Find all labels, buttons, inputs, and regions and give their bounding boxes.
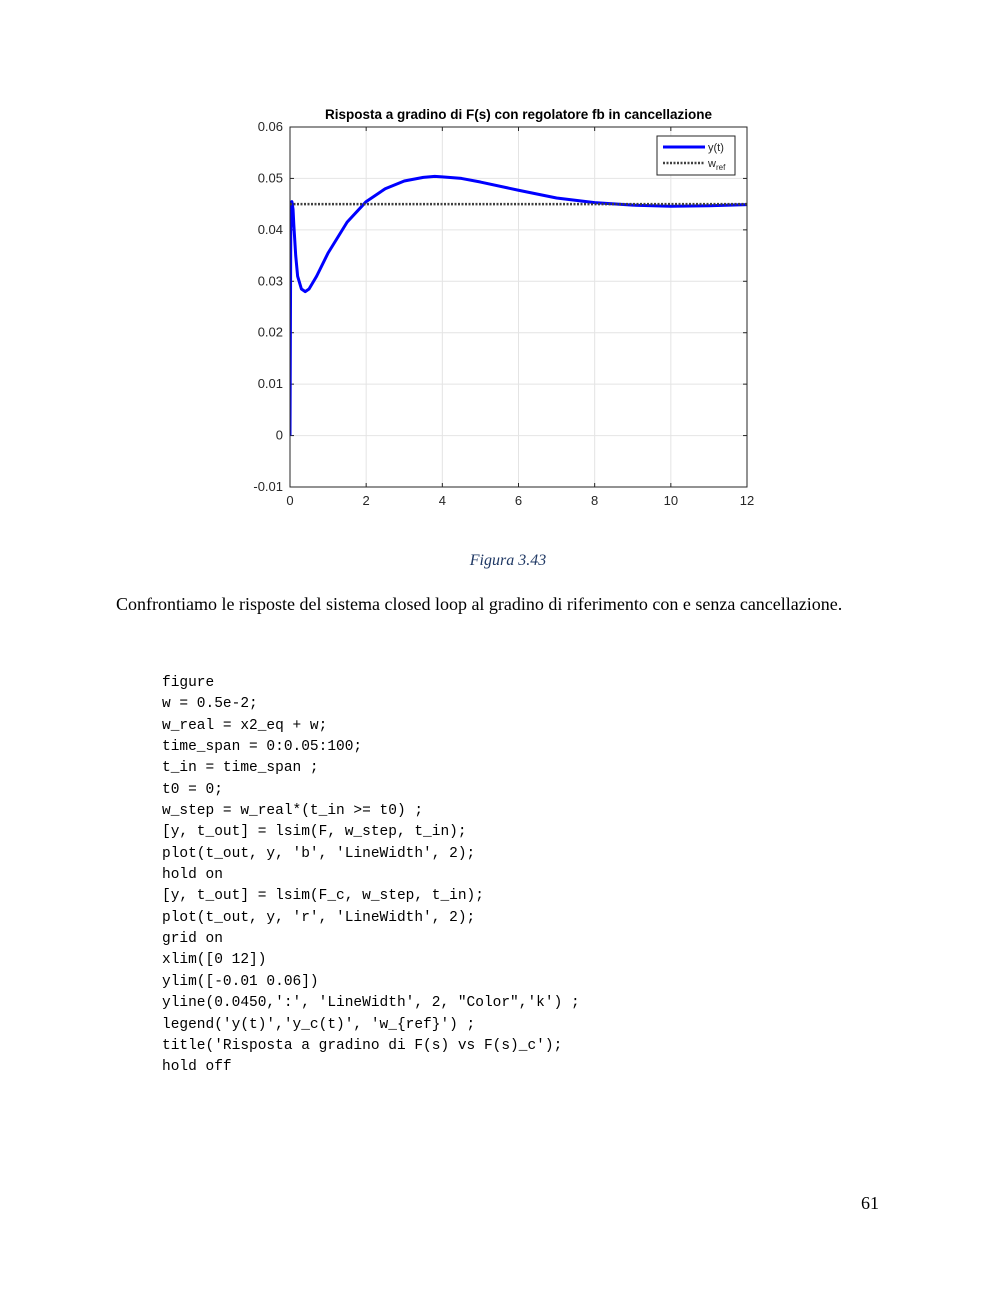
code-line: [y, t_out] = lsim(F, w_step, t_in); (162, 824, 467, 841)
x-tick-label: 8 (591, 493, 599, 508)
x-tick-label: 12 (739, 493, 755, 508)
code-line: t0 = 0; (162, 781, 223, 798)
code-line: yline(0.0450,':', 'LineWidth', 2, "Color",'k') ; (162, 995, 580, 1012)
x-tick-label: 0 (286, 493, 294, 508)
body-paragraph: Confrontiamo le risposte del sistema closed loop al gradino di riferimento con e senza cancellazione. (116, 594, 843, 614)
legend-label-wref-main: w (708, 158, 716, 170)
code-line: time_span = 0:0.05:100; (162, 739, 363, 756)
code-line: figure (162, 675, 215, 691)
code-line: ylim([-0.01 0.06]) (162, 973, 319, 990)
y-tick-label: 0.01 (257, 376, 283, 392)
code-line: title('Risposta a gradino di F(s) vs F(s)_c'); (162, 1037, 563, 1054)
x-tick-label: 6 (514, 493, 523, 508)
y-tick-label: -0.01 (253, 479, 283, 494)
y-tick-label: 0.03 (257, 273, 283, 289)
matlab-code-block (162, 673, 580, 1079)
x-tick-label: 4 (438, 493, 446, 508)
code-line: t_in = time_span ; (162, 760, 319, 777)
step-response-figure (240, 100, 770, 520)
y-tick-label: 0.04 (257, 221, 283, 237)
page-number: 61 (861, 1193, 879, 1213)
code-line: w_real = x2_eq + w; (162, 717, 328, 734)
code-line: w_step = w_real*(t_in >= t0) ; (162, 803, 424, 820)
code-line: legend('y(t)','y_c(t)', 'w_{ref}') ; (162, 1016, 476, 1033)
code-line: hold off (162, 1059, 232, 1076)
code-line: xlim([0 12]) (162, 952, 267, 969)
code-line: [y, t_out] = lsim(F_c, w_step, t_in); (162, 888, 484, 905)
y-tick-label: 0 (275, 427, 283, 443)
code-line: grid on (162, 931, 223, 948)
step-response-chart (240, 100, 770, 520)
figure-caption: Figura 3.43 (469, 552, 547, 569)
code-line: plot(t_out, y, 'r', 'LineWidth', 2); (162, 909, 476, 926)
code-line: w = 0.5e-2; (162, 696, 258, 713)
code-line: hold on (162, 867, 223, 884)
legend-label-y: y(t) (708, 142, 724, 154)
x-tick-label: 10 (663, 493, 679, 508)
y-tick-label: 0.02 (257, 324, 283, 340)
y-tick-label: 0.06 (257, 119, 283, 134)
y-tick-label: 0.05 (257, 170, 283, 186)
code-line: plot(t_out, y, 'b', 'LineWidth', 2); (162, 845, 476, 862)
legend-label-wref-sub: ref (715, 163, 726, 172)
chart-title: Risposta a gradino di F(s) con regolatore fb in cancellazione (324, 107, 713, 122)
x-tick-label: 2 (362, 493, 370, 508)
